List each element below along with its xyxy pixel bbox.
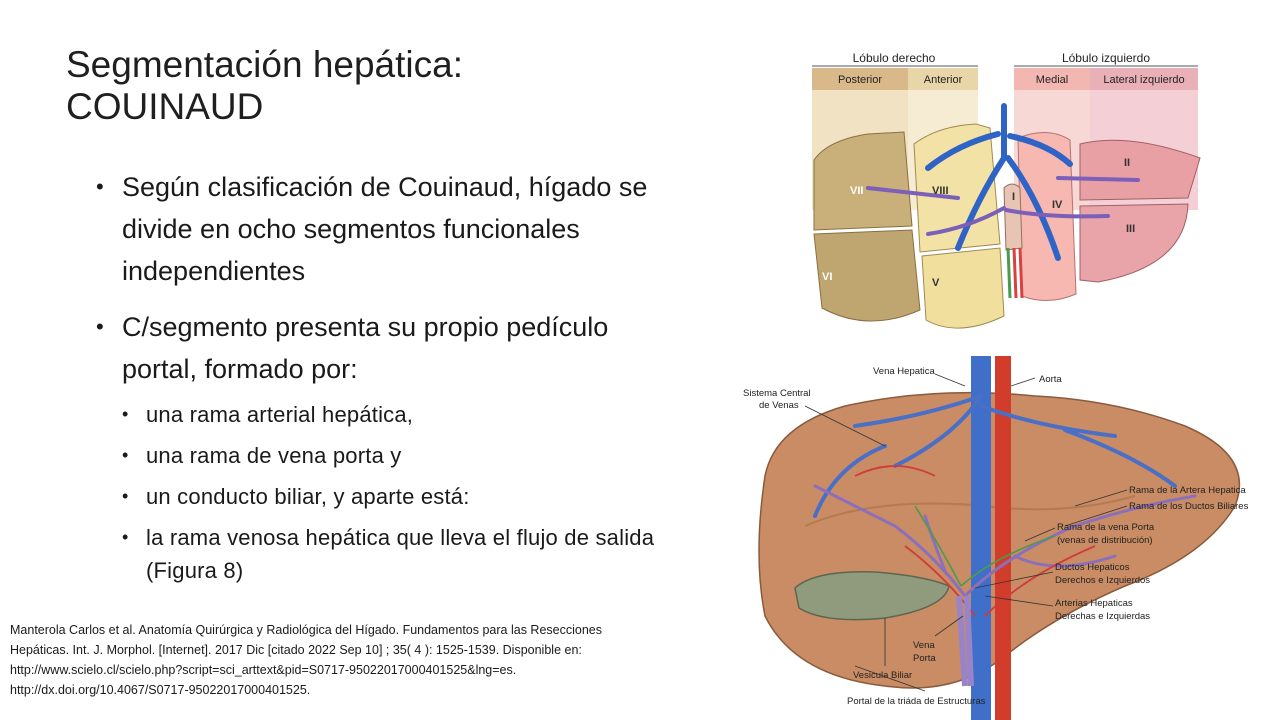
segment-label: II — [1124, 157, 1131, 169]
label-arterias-hepaticas: Arterias Hepaticas — [1055, 598, 1133, 609]
bullet-list — [96, 166, 676, 601]
segment-label: V — [932, 277, 940, 289]
bullet-item — [96, 306, 676, 587]
label-aorta: Aorta — [1039, 374, 1062, 385]
slide-title-line-2: COUINAUD — [66, 86, 264, 127]
bullet-text: Según clasificación de Couinaud, hígado se divide en ocho segmentos funcionales independientes — [122, 172, 648, 286]
reference-citation — [10, 620, 710, 700]
col-lateral-label: Lateral izquierdo — [1103, 74, 1185, 86]
segment-label: VI — [822, 271, 833, 283]
reference-line: Hepáticas. Int. J. Morphol. [Internet]. 2017 Dic [citado 2022 Sep 10] ; 35( 4 ): 1525-1539. Disponible en: — [10, 643, 582, 657]
sub-bullet-list — [122, 398, 676, 587]
liver-anatomy-figure — [735, 356, 1280, 720]
label-vesicula: Vesicula Biliar — [853, 670, 913, 681]
label-vena-hepatica: Vena Hepatica — [873, 366, 935, 377]
reference-line: Manterola Carlos et al. Anatomía Quirúrgica y Radiológica del Hígado. Fundamentos para las Resecciones — [10, 623, 602, 637]
label-sistema-central: Sistema Central — [743, 388, 811, 399]
bullet-item — [96, 166, 676, 292]
slide-title — [66, 44, 706, 128]
segment-label: IV — [1052, 199, 1063, 211]
lobe-left-label: Lóbulo izquierdo — [1061, 51, 1151, 65]
label-ductos-hepaticos: Ductos Hepaticos — [1055, 562, 1130, 573]
segment-label: VIII — [932, 185, 949, 197]
sub-bullet-item: • una rama arterial hepática, — [122, 398, 676, 431]
label-ductos-hepaticos-2: Derechos e Izquierdos — [1055, 575, 1151, 586]
sub-bullet-item: • la rama venosa hepática que lleva el flujo de salida (Figura 8) — [122, 521, 676, 587]
label-arterias-hepaticas-2: Derechas e Izquierdas — [1055, 611, 1151, 622]
segment-label: III — [1126, 223, 1136, 235]
label-portal-triada: Portal de la triáda de Estructuras — [847, 696, 986, 707]
reference-line: http://dx.doi.org/10.4067/S0717-95022017000401525. — [10, 683, 311, 697]
segment-label: I — [1012, 191, 1016, 203]
label-rama-arteria: Rama de la Artera Hepatica — [1129, 485, 1246, 496]
label-rama-ductos: Rama de los Ductos Biliares — [1129, 501, 1249, 512]
sub-bullet-item: • una rama de vena porta y — [122, 439, 676, 472]
label-vena-porta: Vena — [913, 640, 935, 651]
label-sistema-central-2: de Venas — [759, 400, 799, 411]
segment-label: VII — [850, 185, 864, 197]
couinaud-segments-figure — [808, 48, 1210, 344]
slide-title-line-1: Segmentación hepática: — [66, 44, 463, 85]
lobe-right-label: Lóbulo derecho — [852, 51, 936, 65]
col-medial-label: Medial — [1035, 74, 1069, 86]
label-rama-vena-porta: Rama de la vena Porta — [1057, 522, 1155, 533]
bullet-text: C/segmento presenta su propio pedículo portal, formado por: — [122, 312, 609, 384]
label-vena-porta-2: Porta — [913, 653, 936, 664]
reference-line: http://www.scielo.cl/scielo.php?script=sci_arttext&pid=S0717-95022017000401525&lng=es. — [10, 663, 517, 677]
sub-bullet-item: • un conducto biliar, y aparte está: — [122, 480, 676, 513]
col-anterior-label: Anterior — [923, 74, 963, 86]
label-rama-vena-porta-2: (venas de distribución) — [1057, 535, 1153, 546]
col-posterior-label: Posterior — [837, 74, 883, 86]
